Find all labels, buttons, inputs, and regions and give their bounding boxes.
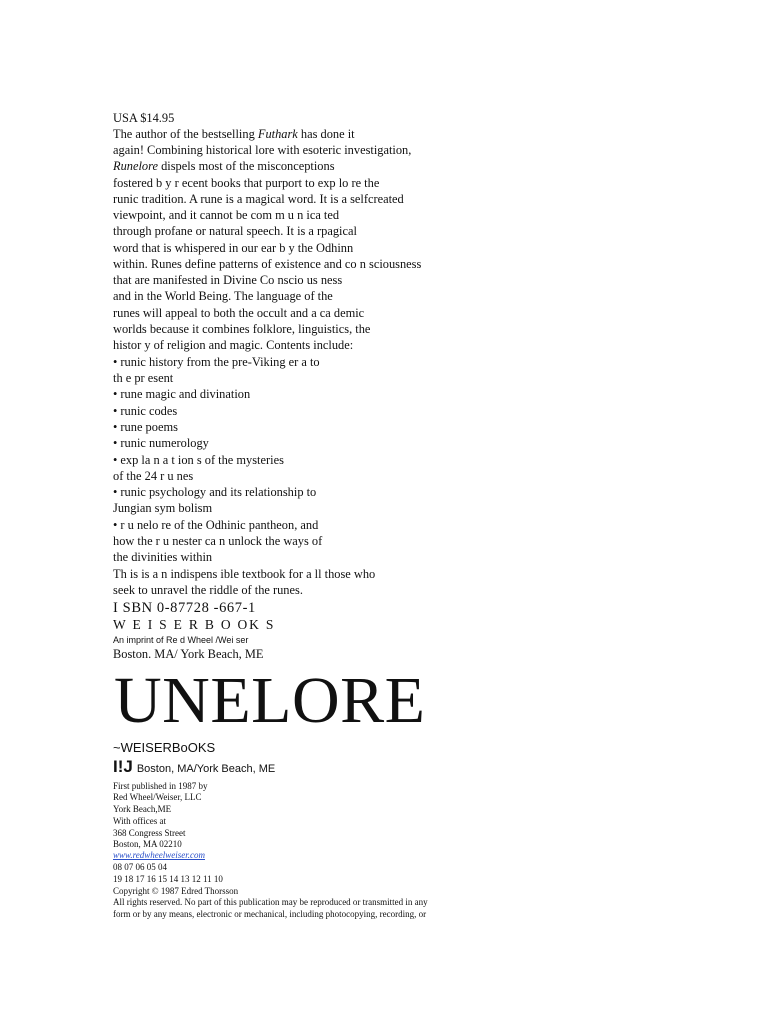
copyright-line: With offices at [113,816,166,826]
contents-item: th e pr esent [113,371,174,385]
blurb-line: word that is whispered in our ear b y the Odhinn [113,241,354,255]
publisher-logo [113,757,275,777]
blurb-line: The author of the bestselling Futhark has done it [113,127,355,141]
blurb-line: viewpoint, and it cannot be com m u n ica ted [113,208,340,222]
publisher-name: W E I S E R B O OK S [113,617,276,632]
website-link[interactable]: www.redwheelweiser.com [113,850,205,860]
copyright-line: form or by any means, electronic or mechanical, including photocopying, recording, or [113,909,427,919]
copyright-line: 19 18 17 16 15 14 13 12 11 10 [113,874,223,884]
publisher-location: Boston. MA/ York Beach, ME [113,647,264,661]
blurb-line: runic tradition. A rune is a magical word. It is a selfcreated [113,192,404,206]
blurb-line: and in the World Being. The language of the [113,289,333,303]
blurb-line: Runelore dispels most of the misconceptions [113,159,335,173]
contents-item: • rune poems [113,420,178,434]
blurb-line: within. Runes define patterns of existence and co n sciousness [113,257,422,271]
copyright-line: Copyright © 1987 Edred Thorsson [113,886,239,896]
price: USA $14.95 [113,111,175,125]
contents-item: • rune magic and divination [113,387,251,401]
contents-item: Jungian sym bolism [113,501,213,515]
contents-item: • runic history from the pre-Viking er a to [113,355,320,369]
book-title: UNELORE [114,664,426,737]
blurb-line: runes will appeal to both the occult and a ca demic [113,306,365,320]
book-title-futhark: Futhark [257,127,298,141]
copyright-line: Red Wheel/Weiser, LLC [113,792,202,802]
copyright-line: Boston, MA 02210 [113,839,182,849]
imprint-line: An imprint of Re d Wheel /Wei ser [113,635,249,645]
contents-item: • exp la n a t ion s of the mysteries [113,453,284,467]
book-title-runelore: Runelore [113,159,158,173]
blurb-line: fostered b y r ecent books that purport to exp lo re the [113,176,380,190]
contents-item: the divinities within [113,550,213,564]
contents-item: how the r u nester ca n unlock the ways of [113,534,323,548]
copyright-line: All rights reserved. No part of this publication may be reproduced or transmitted in any [113,897,428,907]
copyright-line: 368 Congress Street [113,828,186,838]
blurb-line: that are manifested in Divine Co nscio us ness [113,273,343,287]
publisher-line: ~WEISERBoOKS [113,740,216,755]
copyright-line: York Beach,ME [113,804,172,814]
copyright-line: First published in 1987 by [113,781,208,791]
contents-item: • runic psychology and its relationship to [113,485,317,499]
blurb-line: seek to unravel the riddle of the runes. [113,583,303,597]
logo-mark-icon: I!J [113,757,133,776]
copyright-line: 08 07 06 05 04 [113,862,167,872]
contents-item: of the 24 r u nes [113,469,194,483]
isbn: I SBN 0-87728 -667-1 [113,600,256,616]
blurb-line: again! Combining historical lore with esoteric investigation, [113,143,412,157]
logo-location: Boston, MA/York Beach, ME [136,763,276,775]
blurb-line: Th is is a n indispens ible textbook for a ll those who [113,567,376,581]
contents-item: • runic numerology [113,436,209,450]
blurb-line: histor y of religion and magic. Contents include: [113,338,354,352]
contents-item: • runic codes [113,404,178,418]
blurb-line: worlds because it combines folklore, linguistics, the [113,322,371,336]
blurb-line: through profane or natural speech. It is a rpagical [113,224,357,238]
contents-item: • r u nelo re of the Odhinic pantheon, and [113,518,319,532]
